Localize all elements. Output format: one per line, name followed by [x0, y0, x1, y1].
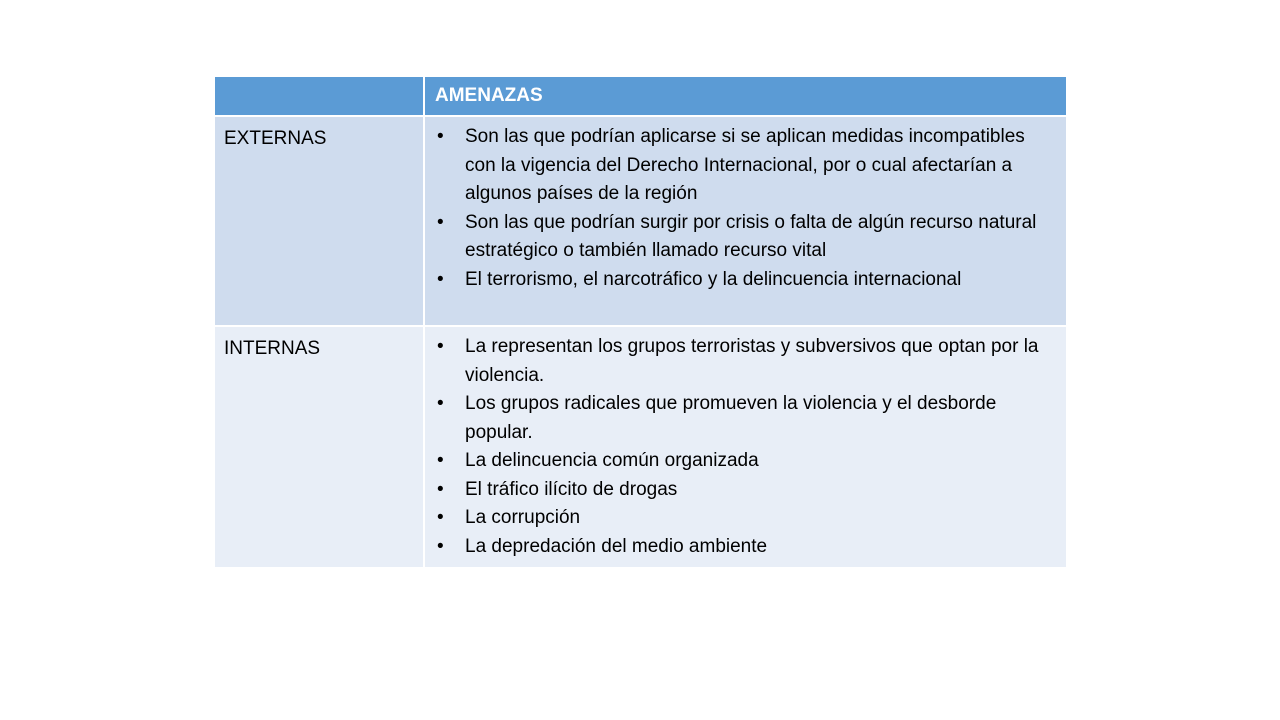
header-cell-empty: [214, 76, 424, 116]
list-item: • El terrorismo, el narcotráfico y la delincuencia internacional: [435, 266, 1058, 295]
table-row-internas: [214, 326, 1067, 568]
row-label: INTERNAS: [224, 338, 321, 359]
row-content-cell: [424, 326, 1067, 568]
list-item: • La corrupción: [435, 504, 1058, 533]
row-label-cell: [214, 326, 424, 568]
row-label-cell: [214, 116, 424, 326]
threats-table: [213, 75, 1068, 569]
list-item: • Son las que podrían aplicarse si se aplican medidas incompatibles con la vigencia del Derecho Internacional, por o cual afectarían a algunos países de la región: [435, 123, 1058, 209]
bullet-list: [435, 123, 1058, 294]
list-item: • La representan los grupos terroristas y subversivos que optan por la violencia.: [435, 333, 1058, 390]
list-item: • El tráfico ilícito de drogas: [435, 476, 1058, 505]
list-item: • La depredación del medio ambiente: [435, 533, 1058, 562]
header-cell-amenazas: AMENAZAS: [424, 76, 1067, 116]
row-content-cell: [424, 116, 1067, 326]
bullet-list: [435, 333, 1058, 561]
list-item: • La delincuencia común organizada: [435, 447, 1058, 476]
table-header-row: [214, 76, 1067, 116]
list-item: • Son las que podrían surgir por crisis o falta de algún recurso natural estratégico o también llamado recurso vital: [435, 209, 1058, 266]
list-item: • Los grupos radicales que promueven la violencia y el desborde popular.: [435, 390, 1058, 447]
row-label: EXTERNAS: [224, 128, 327, 149]
table-row-externas: [214, 116, 1067, 326]
